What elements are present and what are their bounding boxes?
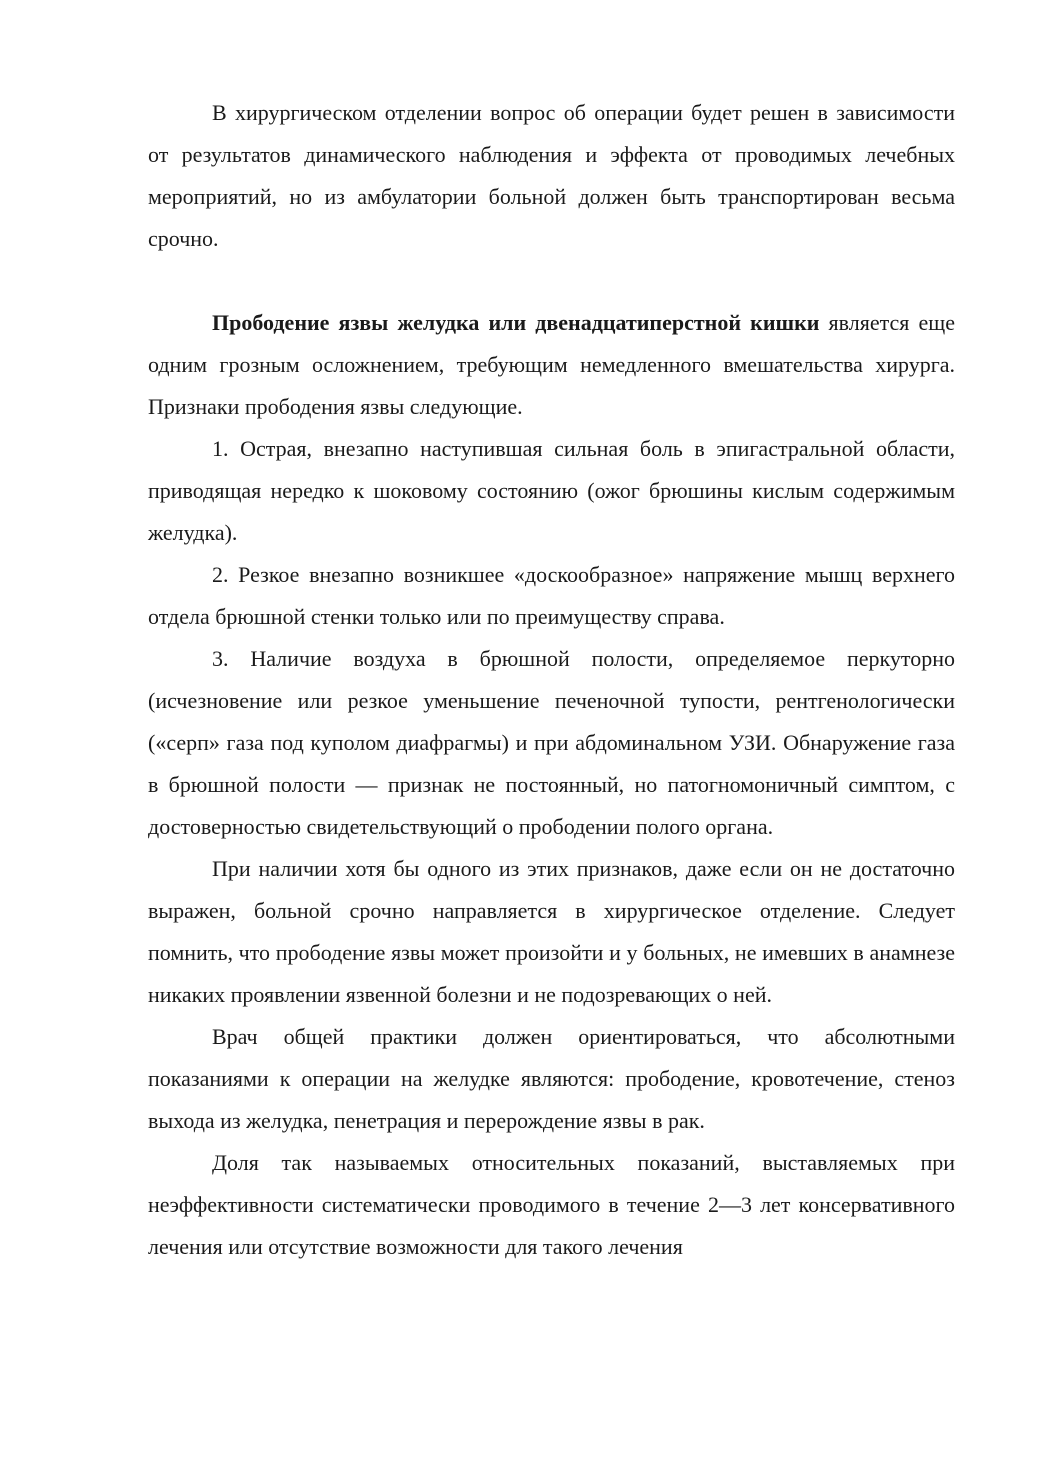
paragraph-relative-indications: Доля так называемых относительных показаний, выставляемых при неэффективности систематически проводимого в течение 2—3 лет консервативного лечения или отсутствие возможности для такого лечения [148,1150,955,1259]
paragraph-absolute-indications: Врач общей практики должен ориентироваться, что абсолютными показаниями к операции на желудке являются: прободение, кровотечение, стеноз выхода из желудка, пенетрация и перерождение язвы в рак. [148,1024,955,1133]
perforation-intro-text: является еще одним грозным осложнением, требующим немедленного вмешательства хирурга. Признаки прободения язвы следующие. [148,310,955,419]
paragraph-sign-1: 1. Острая, внезапно наступившая сильная боль в эпигастральной области, приводящая нередко к шоковому состоянию (ожог брюшины кислым содержимым желудка). [148,436,955,545]
paragraph-sign-3: 3. Наличие воздуха в брюшной полости, определяемое перкуторно (исчезновение или резкое уменьшение печеночной тупости, рентгенологически («серп» газа под куполом диафрагмы) и при абдоминальном УЗИ. Обнаружение газа в брюшной полости — признак не постоянный, но патогномоничный симптом, с достоверностью свидетельствующий о прободении полого органа. [148,646,955,839]
paragraph-referral: При наличии хотя бы одного из этих признаков, даже если он не достаточно выражен, больной срочно направляется в хирургическое отделение. Следует помнить, что прободение язвы может произойти и у больных, не имевших в анамнезе никаких проявлении язвенной болезни и не подозревающих о ней. [148,856,955,1007]
paragraph-sign-2: 2. Резкое внезапно возникшее «доскообразное» напряжение мышц верхнего отдела брюшной стенки только или по преимуществу справа. [148,562,955,629]
document-page [148,92,955,1268]
paragraph-surgical-decision: В хирургическом отделении вопрос об операции будет решен в зависимости от результатов динамического наблюдения и эффекта от проводимых лечебных мероприятий, но из амбулатории больной должен быть транспортирован весьма срочно. [148,100,955,251]
perforation-heading: Прободение язвы желудка или двенадцатиперстной кишки [212,310,820,335]
paragraph-perforation-intro [148,302,955,428]
